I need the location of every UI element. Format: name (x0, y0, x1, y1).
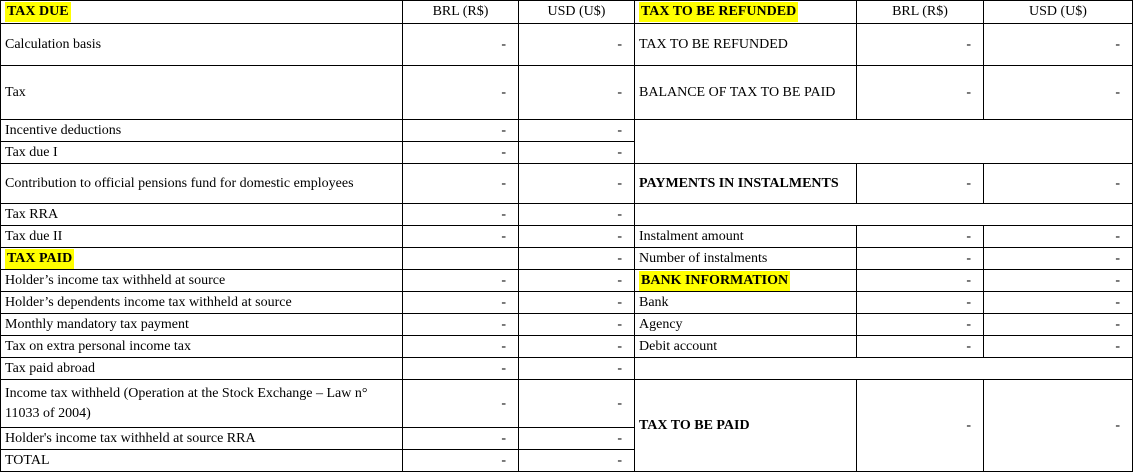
left-row-brl-value-text: - (501, 122, 506, 138)
left-row-usd-value (519, 314, 635, 336)
left-row-usd-value (519, 142, 635, 164)
left-row-brl-value (403, 358, 519, 380)
left-col-usd-header (519, 0, 635, 24)
right-row-label-text: PAYMENTS IN INSTALMENTS (639, 175, 839, 191)
right-row-usd-value (984, 226, 1133, 248)
right-row-usd-value (984, 314, 1133, 336)
right-row-brl-value (857, 248, 984, 270)
right-row-label (635, 380, 857, 472)
left-row-usd-value (519, 66, 635, 120)
right-row-label-text: TAX TO BE REFUNDED (639, 36, 788, 52)
right-row-label-text: Agency (639, 316, 683, 332)
left-row-brl-value (403, 204, 519, 226)
left-row-label-text: Tax due I (5, 144, 58, 160)
left-row-brl-value (403, 270, 519, 292)
right-row-label (635, 292, 857, 314)
left-row-label (0, 164, 403, 204)
left-row-label (0, 314, 403, 336)
right-row-label (635, 270, 857, 292)
left-row-label-text: Income tax withheld (Operation at the Stock Exchange – Law n° 11033 of 2004) (5, 385, 368, 421)
tax-refunded-title-text: TAX TO BE REFUNDED (639, 2, 798, 22)
left-row-label (0, 204, 403, 226)
right-row-brl-value-text: - (966, 417, 971, 433)
tax-due-title (0, 0, 403, 24)
left-row-label (0, 142, 403, 164)
left-row-usd-value (519, 120, 635, 142)
left-row-brl-value-text: - (501, 175, 506, 191)
left-row-brl-value (403, 428, 519, 450)
left-row-label-text: Tax due II (5, 228, 63, 244)
left-row-label-text: TOTAL (5, 452, 50, 468)
left-row-usd-value (519, 270, 635, 292)
right-row-usd-value-text: - (1115, 36, 1120, 52)
left-row-usd-value-text: - (617, 228, 622, 244)
left-row-brl-value (403, 450, 519, 472)
left-row-usd-value-text: - (617, 84, 622, 100)
right-row-label (635, 226, 857, 248)
left-row-label (0, 292, 403, 314)
left-row-brl-value (403, 248, 519, 270)
left-row-label (0, 226, 403, 248)
right-row-label (635, 248, 857, 270)
left-row-label-text: Holder’s dependents income tax withheld at source (5, 294, 292, 310)
left-col-usd-header-text: USD (U$) (547, 4, 606, 19)
left-row-label (0, 428, 403, 450)
right-row-label-text: BALANCE OF TAX TO BE PAID (639, 84, 836, 100)
left-row-usd-value (519, 380, 635, 428)
left-row-label (0, 336, 403, 358)
right-row-usd-value-text: - (1115, 294, 1120, 310)
right-row-usd-value (984, 164, 1133, 204)
left-row-brl-value (403, 380, 519, 428)
right-row-brl-value-text: - (966, 84, 971, 100)
right-blank-block-1 (635, 120, 1133, 164)
left-row-brl-value-text: - (501, 206, 506, 222)
left-row-brl-value (403, 24, 519, 66)
right-row-usd-value-text: - (1115, 272, 1120, 288)
left-row-label-text: Monthly mandatory tax payment (5, 316, 189, 332)
right-blank-block-3 (635, 358, 1133, 380)
left-row-label-text: Tax RRA (5, 206, 59, 222)
right-row-usd-value-text: - (1115, 84, 1120, 100)
left-row-brl-value (403, 314, 519, 336)
left-col-brl-header (403, 0, 519, 24)
right-row-brl-value-text: - (966, 36, 971, 52)
left-row-label (0, 380, 403, 428)
left-row-label-text: Holder’s income tax withheld at source (5, 272, 226, 288)
right-row-label (635, 24, 857, 66)
right-row-brl-value-text: - (966, 338, 971, 354)
left-row-brl-value (403, 292, 519, 314)
left-row-usd-value-text: - (617, 250, 622, 266)
left-row-usd-value (519, 450, 635, 472)
left-row-brl-value-text: - (501, 294, 506, 310)
left-row-label (0, 248, 403, 270)
left-row-brl-value (403, 66, 519, 120)
right-row-usd-value-text: - (1115, 250, 1120, 266)
left-row-brl-value (403, 120, 519, 142)
right-row-brl-value (857, 226, 984, 248)
right-row-label (635, 66, 857, 120)
left-row-brl-value (403, 164, 519, 204)
right-row-usd-value-text: - (1115, 338, 1120, 354)
left-row-usd-value (519, 164, 635, 204)
right-blank-block-2 (635, 204, 1133, 226)
tax-due-title-text: TAX DUE (5, 2, 71, 22)
right-row-label-text: Number of instalments (639, 250, 768, 266)
left-row-usd-value (519, 248, 635, 270)
left-row-brl-value-text: - (501, 144, 506, 160)
left-row-label (0, 450, 403, 472)
left-row-brl-value (403, 226, 519, 248)
right-row-usd-value-text: - (1115, 316, 1120, 332)
right-row-usd-value (984, 24, 1133, 66)
right-row-usd-value (984, 292, 1133, 314)
left-row-usd-value-text: - (617, 316, 622, 332)
right-row-label-text: TAX TO BE PAID (639, 417, 750, 433)
right-row-brl-value (857, 66, 984, 120)
left-row-brl-value-text: - (501, 272, 506, 288)
right-col-brl-header-text: BRL (R$) (892, 4, 948, 19)
right-row-usd-value-text: - (1115, 175, 1120, 191)
left-row-label-text: Calculation basis (5, 36, 102, 52)
right-row-brl-value (857, 164, 984, 204)
right-row-brl-value-text: - (966, 272, 971, 288)
left-row-label (0, 24, 403, 66)
right-row-brl-value (857, 314, 984, 336)
right-col-brl-header (857, 0, 984, 24)
right-row-label-text: Debit account (639, 338, 718, 354)
left-row-brl-value-text: - (501, 316, 506, 332)
left-row-usd-value (519, 428, 635, 450)
left-row-brl-value-text: - (501, 36, 506, 52)
right-row-brl-value-text: - (966, 250, 971, 266)
left-row-label (0, 270, 403, 292)
left-row-usd-value-text: - (617, 452, 622, 468)
right-row-label-text: Bank (639, 294, 669, 310)
left-row-usd-value (519, 358, 635, 380)
left-row-brl-value-text: - (501, 338, 506, 354)
right-row-brl-value (857, 24, 984, 66)
left-row-usd-value-text: - (617, 395, 622, 411)
left-row-usd-value-text: - (617, 294, 622, 310)
left-row-label-text: Tax (5, 84, 26, 100)
left-col-brl-header-text: BRL (R$) (432, 4, 489, 19)
left-row-brl-value (403, 336, 519, 358)
right-row-usd-value (984, 66, 1133, 120)
left-row-usd-value (519, 204, 635, 226)
left-row-usd-value-text: - (617, 206, 622, 222)
right-col-usd-header (984, 0, 1133, 24)
left-row-label-text: Contribution to official pensions fund for domestic employees (5, 175, 354, 191)
right-row-label-text: Instalment amount (639, 228, 744, 244)
left-row-brl-value-text: - (501, 430, 506, 446)
left-row-usd-value (519, 336, 635, 358)
left-row-label (0, 120, 403, 142)
left-row-label-text: Incentive deductions (5, 122, 122, 138)
right-row-usd-value-text: - (1115, 228, 1120, 244)
left-row-usd-value-text: - (617, 430, 622, 446)
left-row-usd-value (519, 24, 635, 66)
left-row-label-text: Tax paid abroad (5, 360, 95, 376)
left-row-label-text: TAX PAID (5, 249, 74, 269)
left-row-brl-value-text: - (501, 360, 506, 376)
left-row-brl-value (403, 142, 519, 164)
right-row-brl-value (857, 380, 984, 472)
right-row-brl-value (857, 270, 984, 292)
right-row-brl-value-text: - (966, 294, 971, 310)
left-row-usd-value-text: - (617, 360, 622, 376)
right-row-usd-value (984, 380, 1133, 472)
left-row-brl-value-text: - (501, 452, 506, 468)
left-row-label-text: Tax on extra personal income tax (5, 338, 192, 354)
left-row-usd-value-text: - (617, 36, 622, 52)
left-row-usd-value-text: - (617, 144, 622, 160)
right-col-usd-header-text: USD (U$) (1029, 4, 1087, 19)
left-row-usd-value (519, 292, 635, 314)
right-row-brl-value (857, 336, 984, 358)
right-row-brl-value (857, 292, 984, 314)
left-row-brl-value-text: - (501, 395, 506, 411)
right-row-usd-value-text: - (1115, 417, 1120, 433)
left-row-label-text: Holder's income tax withheld at source RRA (5, 430, 256, 446)
right-row-label (635, 336, 857, 358)
left-row-usd-value-text: - (617, 338, 622, 354)
left-row-usd-value-text: - (617, 272, 622, 288)
right-row-brl-value-text: - (966, 228, 971, 244)
left-row-usd-value-text: - (617, 122, 622, 138)
left-row-usd-value (519, 226, 635, 248)
right-row-label (635, 164, 857, 204)
right-row-brl-value-text: - (966, 175, 971, 191)
right-row-usd-value (984, 248, 1133, 270)
left-row-usd-value-text: - (617, 175, 622, 191)
right-row-usd-value (984, 336, 1133, 358)
left-row-brl-value-text: - (501, 84, 506, 100)
right-row-brl-value-text: - (966, 316, 971, 332)
left-row-label (0, 358, 403, 380)
left-row-brl-value-text: - (501, 228, 506, 244)
right-row-label-text: BANK INFORMATION (639, 271, 790, 291)
left-row-label (0, 66, 403, 120)
right-row-label (635, 314, 857, 336)
right-row-usd-value (984, 270, 1133, 292)
tax-refunded-title (635, 0, 857, 24)
